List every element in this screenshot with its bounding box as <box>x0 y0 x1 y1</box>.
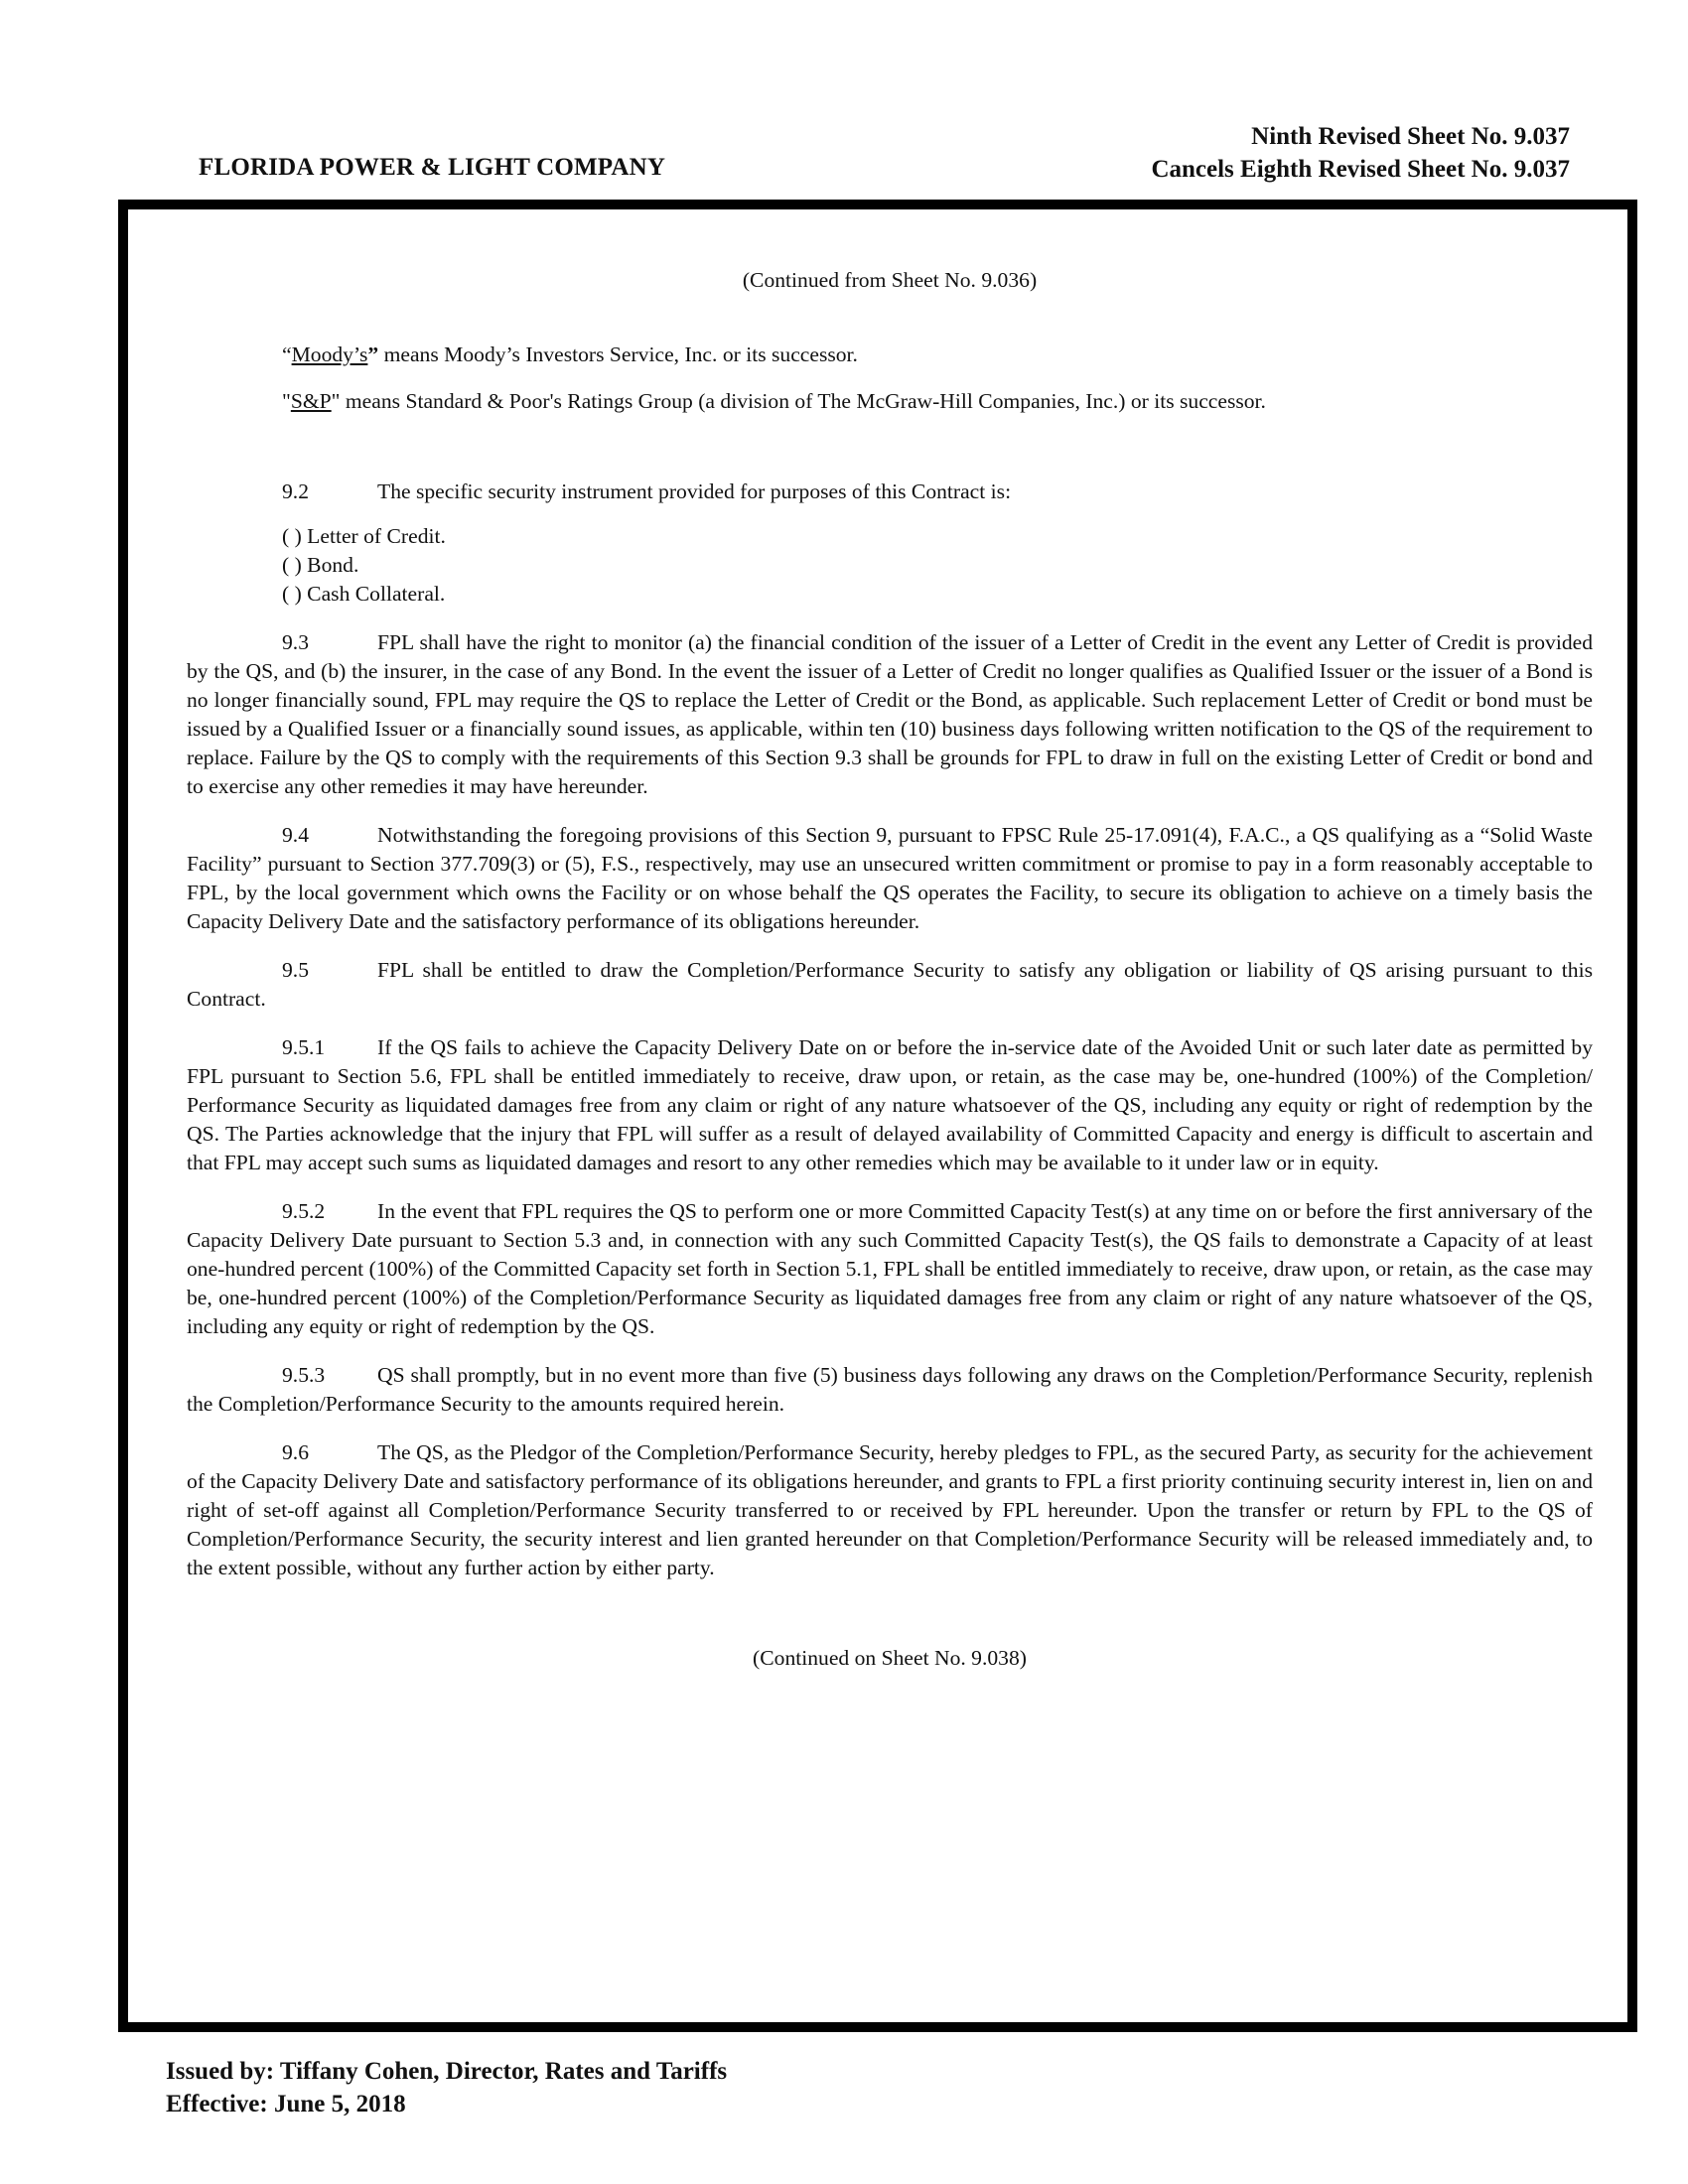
section-9-5-2: 9.5.2 In the event that FPL requires the QS to perform one or more Committed Capacity Test(s) at any time on or before the first anniversary of the Capacity Delivery Date pursuant to Section 5.3 and, in connection with any such Committed Capacity Test(s), the QS fails to demonstrate a Capacity of at least one-hundred percent (100%) of the Committed Capacity set forth in Section 5.1, FPL shall be entitled immediately to receive, draw upon, or retain, as the case may be, one-hundred percent (100%) of the Completion/Performance Security as liquidated damages free from any claim or right of any nature whatsoever of the QS, including any equity or right of redemption by the QS. <box>187 1199 1593 1338</box>
security-options <box>187 522 1593 609</box>
definition-moodys: “Moody’s” means Moody’s Investors Service, Inc. or its successor. <box>282 342 858 366</box>
effective-date: Effective: June 5, 2018 <box>166 2091 406 2117</box>
defined-term: S&P <box>290 389 332 413</box>
option-letter-of-credit: ( ) Letter of Credit. <box>282 524 446 548</box>
section-9-2: 9.2 The specific security instrument provided for purposes of this Contract is: <box>187 478 1593 506</box>
section-9-5: 9.5 FPL shall be entitled to draw the Completion/Performance Security to satisfy any obligation or liability of QS arising pursuant to this Contract. <box>187 958 1593 1011</box>
sheet-revision: Ninth Revised Sheet No. 9.037 <box>1251 123 1570 150</box>
section-9-6: 9.6 The QS, as the Pledgor of the Completion/Performance Security, hereby pledges to FPL, as the secured Party, as security for the achievement of the Capacity Delivery Date and satisfactory performance of its obligations hereunder, and grants to FPL a first priority continuing security interest in, lien on and right of set-off against all Completion/Performance Security transferred to or received by FPL hereunder. Upon the transfer or return by FPL to the QS of Completion/Performance Security, the security interest and lien granted hereunder on that Completion/Performance Security will be released immediately and, to the extent possible, without any further action by either party. <box>187 1440 1593 1579</box>
section-number: 9.2 <box>282 479 309 503</box>
option-cash-collateral: ( ) Cash Collateral. <box>282 582 446 606</box>
section-number: 9.5.1 <box>282 1035 326 1059</box>
option-bond: ( ) Bond. <box>282 553 359 577</box>
company-name: FLORIDA POWER & LIGHT COMPANY <box>199 154 666 181</box>
section-number: 9.3 <box>282 630 309 654</box>
section-9-5-1: 9.5.1 If the QS fails to achieve the Capacity Delivery Date on or before the in-service date of the Avoided Unit or such later date as permitted by FPL pursuant to Section 5.6, FPL shall be entitled immediately to receive, draw upon, or retain, as the case may be, one-hundred (100%) of the Completion/ Performance Security as liquidated damages free from any claim or right of any nature whatsoever of the QS, including any equity or right of redemption by the QS. The Parties acknowledge that the injury that FPL will suffer as a result of delayed availability of Committed Capacity and energy is difficult to ascertain and that FPL may accept such sums as liquidated damages and resort to any other remedies which may be available to it under law or in equity. <box>187 1035 1593 1174</box>
section-9-4: 9.4 Notwithstanding the foregoing provisions of this Section 9, pursuant to FPSC Rule 25-17.091(4), F.A.C., a QS qualifying as a “Solid Waste Facility” pursuant to Section 377.709(3) or (5), F.S., respectively, may use an unsecured written commitment or promise to pay in a form reasonably acceptable to FPL, by the local government which owns the Facility or on whose behalf the QS operates the Facility, to secure its obligation to achieve on a timely basis the Capacity Delivery Date and the satisfactory performance of its obligations hereunder. <box>187 823 1593 933</box>
section-number: 9.5.2 <box>282 1199 326 1223</box>
sheet-number-block <box>1151 120 1570 186</box>
continued-from: (Continued from Sheet No. 9.036) <box>742 268 1038 292</box>
section-number: 9.5 <box>282 958 309 982</box>
sheet-cancels: Cancels Eighth Revised Sheet No. 9.037 <box>1151 156 1570 183</box>
section-9-3: 9.3 FPL shall have the right to monitor (a) the financial condition of the issuer of a Letter of Credit in the event any Letter of Credit is provided by the QS, and (b) the insurer, in the case of any Bond. In the event the issuer of a Letter of Credit no longer qualifies as Qualified Issuer or the issuer of a Bond is no longer financially sound, FPL may require the QS to replace the Letter of Credit or the Bond, as applicable. Such replacement Letter of Credit or bond must be issued by a Qualified Issuer or a financially sound issues, as applicable, within ten (10) business days following written notification to the QS of the requirement to replace. Failure by the QS to comply with the requirements of this Section 9.3 shall be grounds for FPL to draw in full on the existing Letter of Credit or bond and to exercise any other remedies it may have hereunder. <box>187 630 1593 798</box>
section-number: 9.6 <box>282 1440 309 1464</box>
tariff-body <box>187 266 1593 1673</box>
defined-term: Moody’s <box>291 342 368 366</box>
issued-by: Issued by: Tiffany Cohen, Director, Rates and Tariffs <box>166 2058 728 2085</box>
definition-sp: "S&P" means Standard & Poor's Ratings Group (a division of The McGraw-Hill Companies, Inc.) or its successor. <box>282 389 1266 413</box>
issuance-footer <box>166 2055 727 2120</box>
continued-on: (Continued on Sheet No. 9.038) <box>753 1646 1027 1670</box>
section-number: 9.4 <box>282 823 309 847</box>
section-9-5-3: 9.5.3 QS shall promptly, but in no event more than five (5) business days following any draws on the Completion/Performance Security, replenish the Completion/Performance Security to the amounts required herein. <box>187 1363 1593 1416</box>
section-number: 9.5.3 <box>282 1363 326 1387</box>
